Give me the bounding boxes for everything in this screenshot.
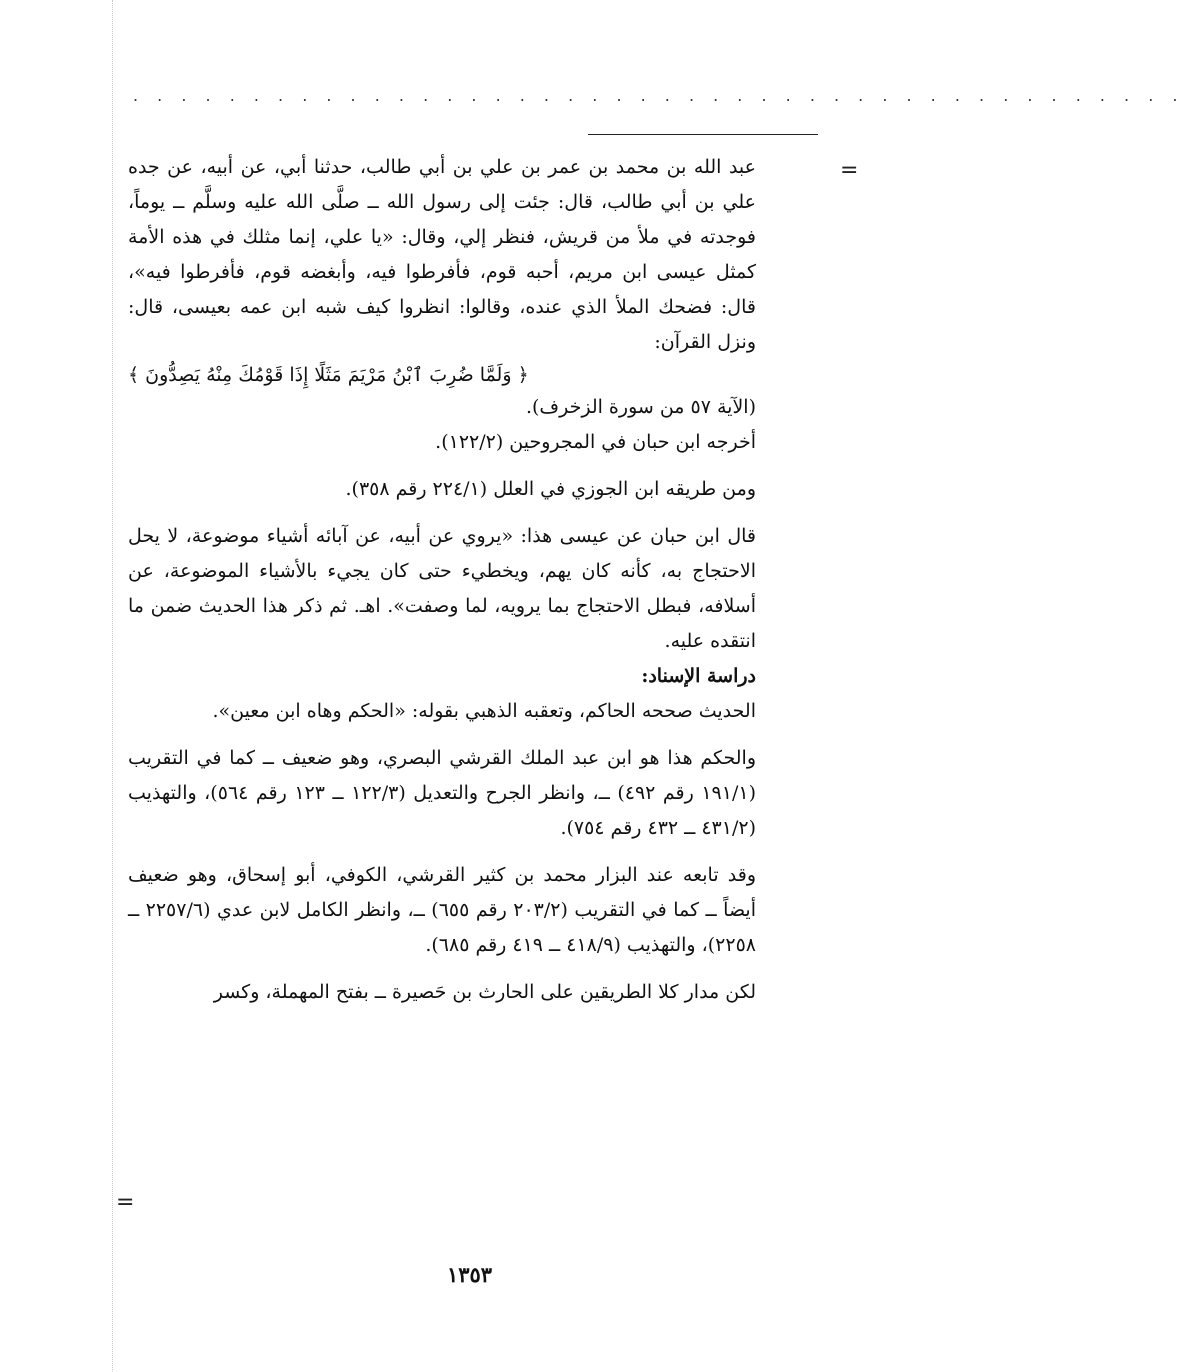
paragraph-hakam-narrator: والحكم هذا هو ابن عبد الملك القرشي البصري، وهو ضعيف ــ كما في التقريب (١٩١/١ رقم ٤٩٢) ــ، وانظر الجرح والتعديل (١٢٢/٣ ــ ١٢٣ رقم ٥٦٤)، والتهذيب (٤٣١/٢ ــ ٤٣٢ رقم ٧٥٤). xyxy=(128,747,756,839)
quran-verse: ﴿ وَلَمَّا ضُرِبَ ٱبْنُ مَرْيَمَ مَثَلًا إِذَا قَوْمُكَ مِنْهُ يَصِدُّونَ ﴾ xyxy=(128,364,529,386)
paragraph-harith-note: لكن مدار كلا الطريقين على الحارث بن حَصيرة ــ بفتح المهملة، وكسر xyxy=(213,981,756,1003)
paragraph-bazzar-corroboration: وقد تابعه عند البزار محمد بن كثير القرشي، الكوفي، أبو إسحاق، وهو ضعيف أيضاً ــ كما في التقريب (٢٠٣/٢ رقم ٦٥٥) ــ، وانظر الكامل لابن عدي (٢٢٥٧/٦ ــ ٢٢٥٨)، والتهذيب (٤١٨/٩ ــ ٤١٩ رقم ٦٨٥). xyxy=(128,864,756,956)
footnote-separator xyxy=(588,134,818,135)
paragraph-hakim-authentication: الحديث صححه الحاكم، وتعقبه الذهبي بقوله: «الحكم وهاه ابن معين». xyxy=(212,700,756,722)
paragraph-ibn-hibban-source: أخرجه ابن حبان في المجروحين (١٢٢/٢). xyxy=(435,431,756,453)
header-dotted-rule: . . . . . . . . . . . . . . . . . . . . . . . . . . . . . . . . . . . . . . . . . . . . xyxy=(133,86,1184,105)
section-heading-isnad: دراسة الإسناد: xyxy=(641,665,756,687)
continuation-mark-top: = xyxy=(840,158,859,183)
continuation-mark-bottom: = xyxy=(116,1190,135,1215)
page-body xyxy=(128,150,756,1010)
paragraph-hadith-text: عبد الله بن محمد بن عمر بن علي بن أبي طالب، حدثنا أبي، عن أبيه، عن جده علي بن أبي طالب، قال: جئت إلى رسول الله ــ صلَّى الله عليه وسلَّم ــ يوماً، فوجدته في ملأ من قريش، فنظر إلي، وقال: «يا علي، إنما مثلك في هذه الأمة كمثل عيسى ابن مريم، أحبه قوم، فأفرطوا فيه، وأبغضه قوم، فأفرطوا فيه»، قال: فضحك الملأ الذي عنده، وقالوا: انظروا كيف شبه ابن عمه بعيسى، قال: ونزل القرآن: xyxy=(128,156,756,353)
page-edge-line xyxy=(112,0,113,1372)
verse-reference: (الآية ٥٧ من سورة الزخرف). xyxy=(525,396,756,418)
paragraph-ibn-hibban-quote: قال ابن حبان عن عيسى هذا: «يروي عن أبيه، عن آبائه أشياء موضوعة، لا يحل الاحتجاج به، كأنه كان يهم، ويخطيء حتى كان يجيء بالأشياء الموضوعة، عن أسلافه، فبطل الاحتجاج بما يرويه، لما وصفت». اهـ. ثم ذكر هذا الحديث ضمن ما انتقده عليه. xyxy=(128,525,756,652)
page-number: ١٣٥٣ xyxy=(446,1262,493,1287)
paragraph-ibn-aljawzi-source: ومن طريقه ابن الجوزي في العلل (٢٢٤/١ رقم ٣٥٨). xyxy=(345,478,756,500)
